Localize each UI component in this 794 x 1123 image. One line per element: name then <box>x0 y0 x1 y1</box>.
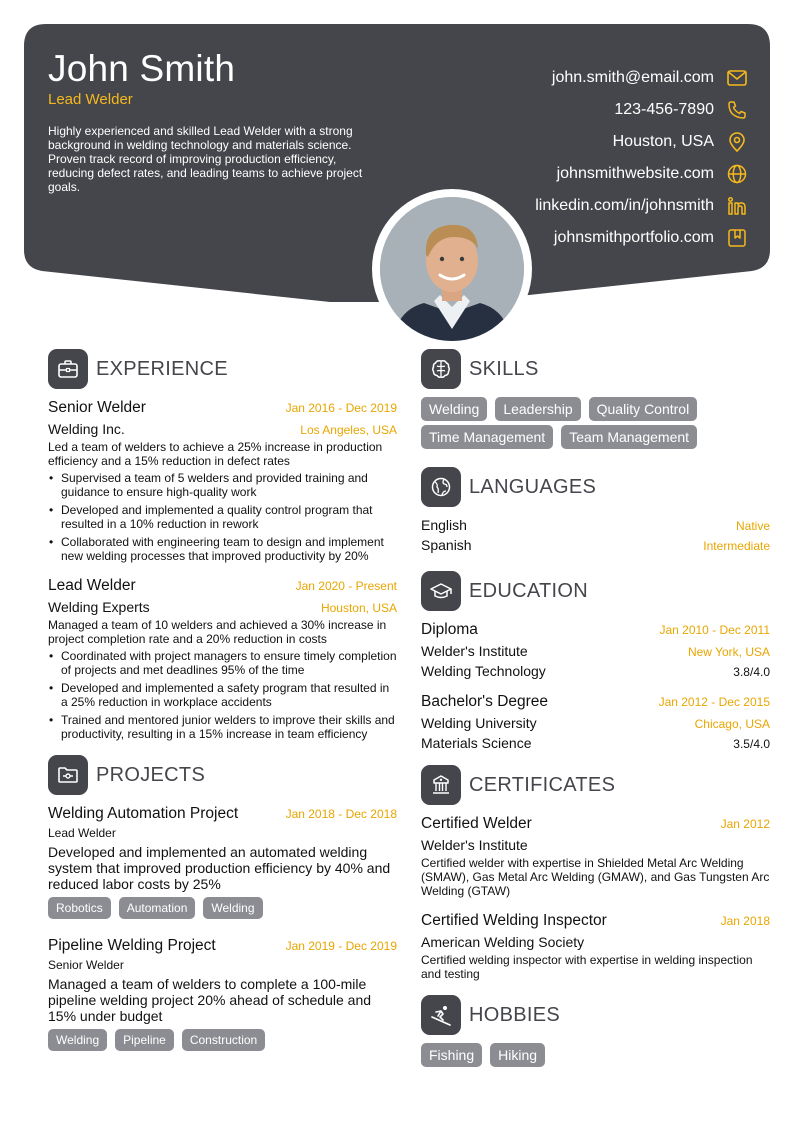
project-dates: Jan 2018 - Dec 2018 <box>285 807 397 821</box>
contact-portfolio-text[interactable]: johnsmithportfolio.com <box>553 229 714 246</box>
education-gpa: 3.8/4.0 <box>733 665 770 679</box>
experience-entry <box>48 399 397 563</box>
experience-section-header <box>48 349 397 389</box>
job-bullet: • Trained and mentored junior welders to improve their skills and productivity, resulting in a 15% increase in team efficiency <box>48 713 397 741</box>
project-name: Welding Automation Project <box>48 805 239 822</box>
language-name: English <box>421 517 467 533</box>
project-description: Managed a team of welders to complete a 100-mile pipeline welding project 20% ahead of schedule and 15% under budget <box>48 976 372 1024</box>
globe-icon <box>726 163 748 185</box>
skills-title: SKILLS <box>469 357 539 380</box>
job-bullet: • Collaborated with engineering team to design and implement new welding processes that improved productivity by 20% <box>48 535 397 563</box>
project-tag: Welding <box>48 1029 107 1051</box>
education-location: New York, USA <box>687 645 770 659</box>
project-role: Lead Welder <box>48 826 116 840</box>
job-company: Welding Experts <box>48 599 150 615</box>
language-name: Spanish <box>421 537 472 553</box>
project-tag: Construction <box>182 1029 265 1051</box>
education-degree: Diploma <box>421 621 478 638</box>
job-summary: Managed a team of 10 welders and achieved a 30% increase in project completion rate and a 20% reduction in costs <box>48 618 387 646</box>
folder-icon <box>48 755 88 795</box>
contact-list <box>535 62 748 254</box>
job-bullets <box>48 649 397 741</box>
job-location: Los Angeles, USA <box>300 423 397 437</box>
project-tag: Pipeline <box>115 1029 174 1051</box>
education-school: Welding University <box>421 715 537 731</box>
education-dates: Jan 2012 - Dec 2015 <box>658 695 770 709</box>
candidate-title: Lead Welder <box>48 91 133 108</box>
portfolio-icon <box>726 227 748 249</box>
education-field: Materials Science <box>421 735 532 751</box>
project-dates: Jan 2019 - Dec 2019 <box>285 939 397 953</box>
mail-icon <box>726 67 748 89</box>
certificates-section-header <box>421 765 770 805</box>
education-gpa: 3.5/4.0 <box>733 737 770 751</box>
skills-section-header <box>421 349 770 389</box>
contact-location <box>535 126 748 158</box>
certificate-date: Jan 2012 <box>720 817 770 831</box>
contact-phone[interactable] <box>535 94 748 126</box>
certificate-entry <box>421 815 770 898</box>
language-row <box>421 517 770 537</box>
hobby-tag: Fishing <box>421 1043 482 1067</box>
job-bullet: • Developed and implemented a safety program that resulted in a 25% reduction in workplace accidents <box>48 681 397 709</box>
education-location: Chicago, USA <box>694 717 770 731</box>
certificate-description: Certified welder with expertise in Shielded Metal Arc Welding (SMAW), Gas Metal Arc Welding (GMAW), and Gas Tungsten Arc Welding (GTAW) <box>421 856 770 898</box>
skill-tag: Team Management <box>561 425 697 449</box>
projects-section-header <box>48 755 397 795</box>
institution-icon <box>421 765 461 805</box>
avatar <box>372 189 532 349</box>
language-level: Intermediate <box>703 539 770 553</box>
job-location: Houston, USA <box>320 601 397 615</box>
project-name: Pipeline Welding Project <box>48 937 216 954</box>
profile-summary: Highly experienced and skilled Lead Welder with a strong background in welding technology and materials science. Proven track record of improving production efficiency, reducing defect rates, and leading teams to achieve project goals. <box>48 124 363 194</box>
experience-entry <box>48 577 397 741</box>
skill-tag: Time Management <box>421 425 553 449</box>
project-tags <box>48 897 397 923</box>
skiing-icon <box>421 995 461 1035</box>
job-role: Senior Welder <box>48 399 146 416</box>
education-section-header <box>421 571 770 611</box>
certificate-date: Jan 2018 <box>720 914 770 928</box>
job-bullets <box>48 471 397 563</box>
certificate-issuer: American Welding Society <box>421 934 585 950</box>
languages-list <box>421 517 770 557</box>
hobby-tag: Hiking <box>490 1043 545 1067</box>
job-company: Welding Inc. <box>48 421 125 437</box>
certificates-title: CERTIFICATES <box>469 773 616 796</box>
briefcase-icon <box>48 349 88 389</box>
project-tag: Robotics <box>48 897 111 919</box>
language-level: Native <box>735 519 770 533</box>
education-degree: Bachelor's Degree <box>421 693 549 710</box>
education-entry <box>421 621 770 679</box>
job-bullet: • Coordinated with project managers to ensure timely completion of projects and met deadlines 95% of the time <box>48 649 397 677</box>
contact-email[interactable] <box>535 62 748 94</box>
globe-icon <box>421 467 461 507</box>
left-column <box>48 349 397 1069</box>
education-school: Welder's Institute <box>421 643 528 659</box>
project-entry <box>48 805 397 923</box>
certificate-name: Certified Welding Inspector <box>421 912 607 929</box>
hobbies-section-header <box>421 995 770 1035</box>
languages-section-header <box>421 467 770 507</box>
contact-linkedin[interactable] <box>535 190 748 222</box>
job-dates: Jan 2020 - Present <box>295 579 397 593</box>
hobbies-title: HOBBIES <box>469 1003 561 1026</box>
profile-photo <box>372 189 532 349</box>
project-tag: Welding <box>203 897 262 919</box>
candidate-name: John Smith <box>48 48 236 89</box>
contact-email-text[interactable]: john.smith@email.com <box>551 69 714 86</box>
job-role: Lead Welder <box>48 577 136 594</box>
job-bullet: • Developed and implemented a quality control program that resulted in a 10% reduction in rework <box>48 503 397 531</box>
certificate-description: Certified welding inspector with expertise in welding inspection and testing <box>421 953 753 981</box>
phone-icon <box>726 99 748 121</box>
job-summary: Led a team of welders to achieve a 25% increase in production efficiency and a 15% reduction in defect rates <box>48 440 383 468</box>
education-field: Welding Technology <box>421 663 546 679</box>
certificate-entry <box>421 912 770 981</box>
certificate-name: Certified Welder <box>421 815 532 832</box>
education-entry <box>421 693 770 751</box>
location-pin-icon <box>726 131 748 153</box>
education-dates: Jan 2010 - Dec 2011 <box>659 623 770 637</box>
project-role: Senior Welder <box>48 958 124 972</box>
experience-title: EXPERIENCE <box>96 357 228 380</box>
project-tag: Automation <box>119 897 196 919</box>
contact-linkedin-text[interactable]: linkedin.com/in/johnsmith <box>535 197 714 214</box>
linkedin-icon <box>726 195 748 217</box>
skill-tag: Welding <box>421 397 487 421</box>
contact-portfolio[interactable] <box>535 222 748 254</box>
projects-title: PROJECTS <box>96 763 206 786</box>
language-row <box>421 537 770 557</box>
languages-title: LANGUAGES <box>469 475 597 498</box>
education-title: EDUCATION <box>469 579 588 602</box>
project-description: Developed and implemented an automated welding system that improved production efficiency by 40% and reduced labor costs by 25% <box>48 844 391 892</box>
contact-website[interactable] <box>535 158 748 190</box>
skill-tag: Quality Control <box>589 397 698 421</box>
skill-tag: Leadership <box>495 397 580 421</box>
hobbies-list <box>421 1043 770 1071</box>
skills-list <box>421 397 770 453</box>
brain-icon <box>421 349 461 389</box>
job-dates: Jan 2016 - Dec 2019 <box>285 401 397 415</box>
project-tags <box>48 1029 397 1055</box>
project-entry <box>48 937 397 1055</box>
right-column <box>421 349 770 1071</box>
graduation-cap-icon <box>421 571 461 611</box>
contact-website-text[interactable]: johnsmithwebsite.com <box>556 165 714 182</box>
certificate-issuer: Welder's Institute <box>421 837 528 853</box>
contact-phone-text[interactable]: 123-456-7890 <box>614 101 714 118</box>
job-bullet: • Supervised a team of 5 welders and provided training and guidance to ensure high-quality work <box>48 471 397 499</box>
contact-location-text: Houston, USA <box>612 133 714 150</box>
